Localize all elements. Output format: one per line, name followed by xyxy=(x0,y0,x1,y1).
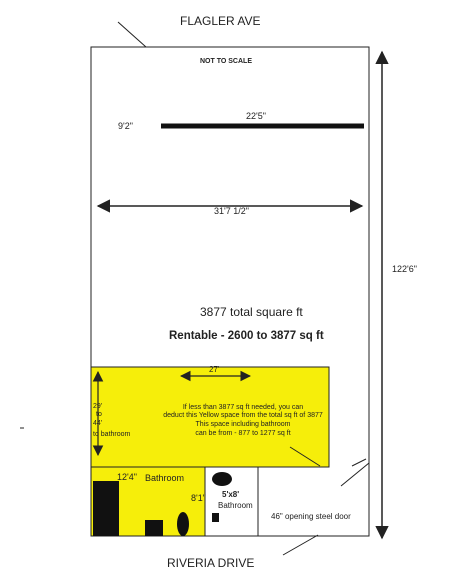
scale-note: NOT TO SCALE xyxy=(200,58,252,65)
fixture-block-2 xyxy=(145,520,163,536)
fixture-oval-1 xyxy=(177,512,189,536)
rentable-area-label: Rentable - 2600 to 3877 sq ft xyxy=(169,330,324,342)
upper-width-label: 22'5" xyxy=(246,111,266,121)
bath1-room-label: Bathroom xyxy=(145,473,185,483)
total-length-label: 122'6" xyxy=(392,264,417,274)
bath2-size-label: 5'x8' xyxy=(222,490,240,499)
door-label: 46" opening steel door xyxy=(271,512,351,521)
bath2-room-label: Bathroom xyxy=(218,501,253,510)
yellow-note-line-1: If less than 3877 sq ft needed, you can xyxy=(182,404,304,411)
door-swing-line xyxy=(341,463,369,486)
yellow-depth-line-3: 44' xyxy=(93,420,103,427)
yellow-depth-line-4: to bathroom xyxy=(93,431,131,438)
door-frame-line xyxy=(352,459,366,466)
yellow-note-line-4: can be from - 877 to 1277 sq ft xyxy=(195,430,291,437)
fixture-oval-2 xyxy=(212,472,232,486)
riveria-pointer-line xyxy=(283,535,318,555)
yellow-note-line-3: This space including bathroom xyxy=(195,421,291,428)
total-area-label: 3877 total square ft xyxy=(200,305,303,319)
street-bottom-label: RIVERIA DRIVE xyxy=(167,556,255,570)
fixture-block-3 xyxy=(212,513,219,522)
flagler-pointer-line xyxy=(118,22,146,47)
yellow-depth-line-1: 29' xyxy=(93,403,103,410)
bath1-width-label: 12'4" xyxy=(117,472,137,482)
yellow-depth-line-2: to xyxy=(96,411,102,418)
street-top-label: FLAGLER AVE xyxy=(180,14,261,28)
fixture-block-1 xyxy=(93,481,119,536)
yellow-note-line-2: deduct this Yellow space from the total sq ft of 3877 xyxy=(163,412,323,419)
yellow-width-label: 27' xyxy=(209,365,220,374)
bath1-depth-label: 8'1" xyxy=(191,493,206,503)
upper-depth-label: 9'2" xyxy=(118,121,133,131)
main-width-label: 31'7 1/2" xyxy=(214,206,249,216)
